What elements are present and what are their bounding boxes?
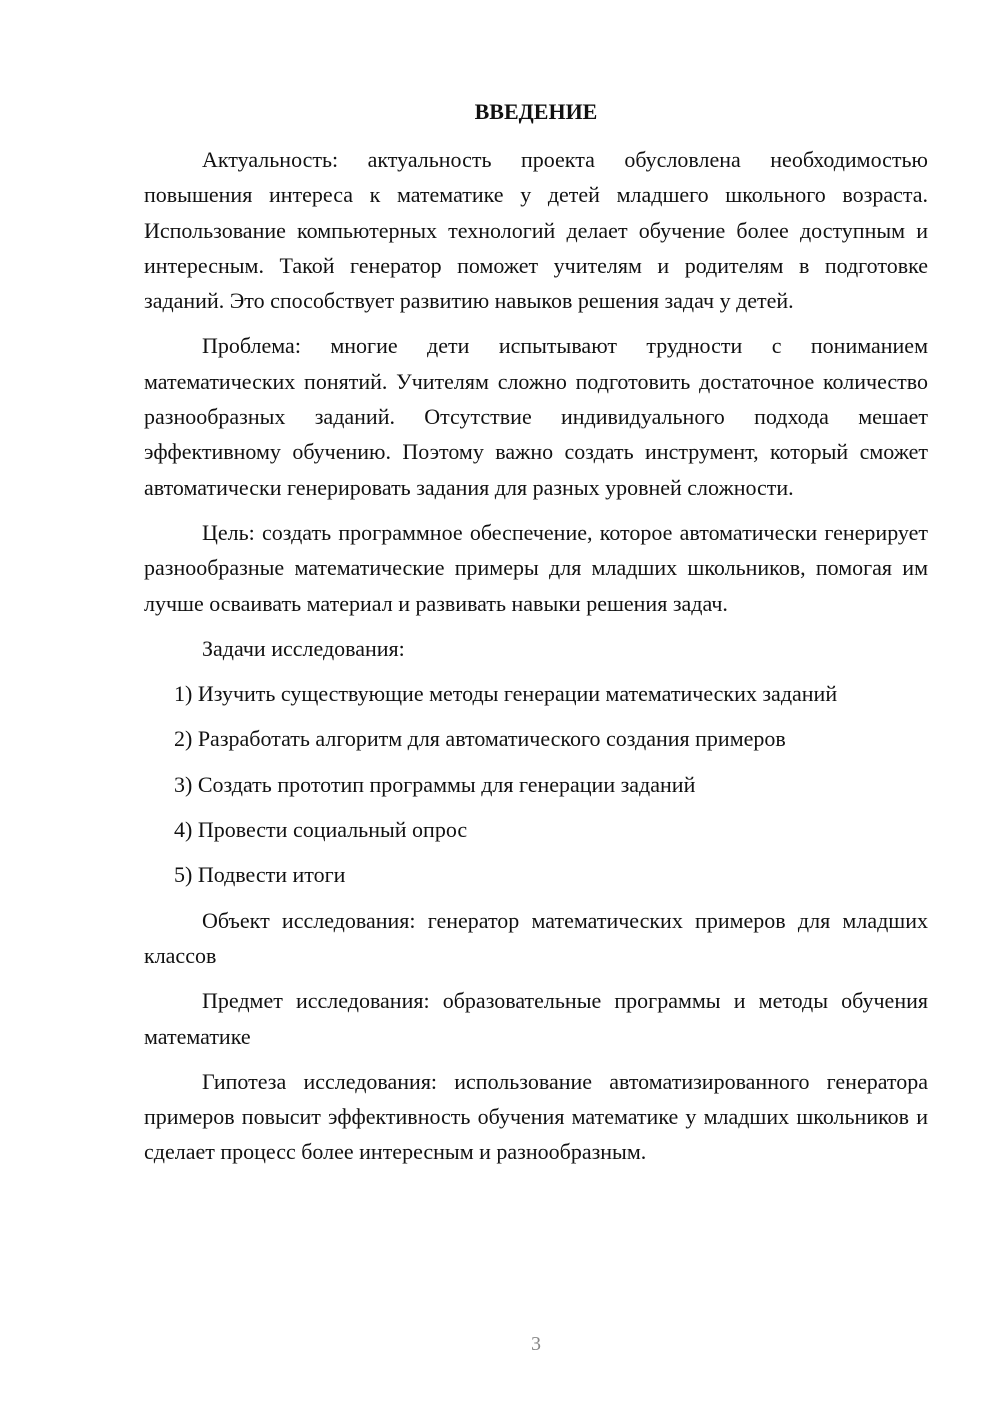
paragraph-hypothesis: Гипотеза исследования: использование автоматизированного генератора примеров повысит эффективность обучения математике у младших школьников и сделает процесс более интересным и разнообразным. xyxy=(144,1068,928,1165)
page-content xyxy=(144,142,928,1180)
paragraph-object: Объект исследования: генератор математических примеров для младших классов xyxy=(144,907,928,968)
paragraph-relevance: Актуальность: актуальность проекта обусловлена необходимостью повышения интереса к математике у детей младшего школьного возраста. Использование компьютерных технологий делает обучение более доступным и интересным. Такой генератор поможет учителям и родителям в подготовке заданий. Это способствует развитию навыков решения задач у детей. xyxy=(144,147,928,314)
page-number: 3 xyxy=(531,1333,541,1355)
paragraph-goal: Цель: создать программное обеспечение, которое автоматически генерирует разнообразные математические примеры для младших школьников, помогая им лучше осваивать материал и развивать навыки решения задач. xyxy=(144,519,928,616)
paragraph-subject: Предмет исследования: образовательные программы и методы обучения математике xyxy=(144,988,928,1049)
list-item: 5) Подвести итоги xyxy=(174,862,346,888)
list-item: 1) Изучить существующие методы генерации математических заданий xyxy=(174,681,838,707)
paragraph-problem: Проблема: многие дети испытывают трудности с пониманием математических понятий. Учителям сложно подготовить достаточное количество разнообразных заданий. Отсутствие индивидуального подхода мешает эффективному обучению. Поэтому важно создать инструмент, который сможет автоматически генерировать задания для разных уровней сложности. xyxy=(144,333,928,500)
tasks-list xyxy=(144,676,928,892)
page-title: ВВЕДЕНИЕ xyxy=(474,99,598,124)
list-item: 3) Создать прототип программы для генерации заданий xyxy=(174,771,696,797)
list-item: 4) Провести социальный опрос xyxy=(174,817,468,843)
tasks-heading: Задачи исследования: xyxy=(202,635,405,661)
list-item: 2) Разработать алгоритм для автоматического создания примеров xyxy=(174,726,786,752)
